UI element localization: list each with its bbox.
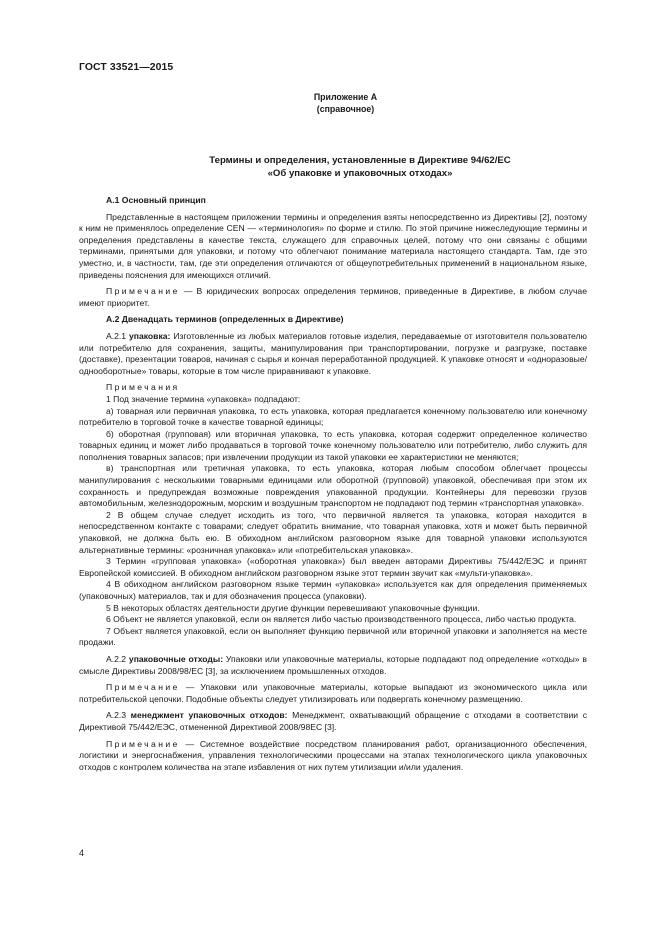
note-item: в) транспортная или третичная упаковка, то есть упаковка, которая любым способом облегчает процессы манипулирования с несколькими товарными единицами или оборотной (групповой) упаковкой, обеспечивая при этом их сохранность и предупреждая возможные повреждения упакованной продукции. Контейнеры для перевозки грузов автомобильным, железнодорожным, морским и воздушным транспортом не подпадают под термин «транспортная упаковка». [79,463,587,509]
note-item: 2 В общем случае следует исходить из того, что первичной является та упаковка, которая находится в непосредственном контакте с товарами; следует обратить внимание, что товарная упаковка, хотя и может быть первичной упаковкой, не должна быть ею. В обиходном английском разговорном языке для товарной упаковки используются альтернативные термины: «розничная упаковка» или «потребительская упаковка». [79,509,587,555]
term-a21 [79,331,587,377]
term-a23 [79,710,587,733]
note-item: б) оборотная (групповая) или вторичная упаковка, то есть упаковка, которая содержит определенное количество товарных единиц и может либо продаваться в торговой точке конечному пользователю или потребителю, либо служить для пополнения товарных запасов; при извлечении продукции из такой упаковки ее характеристики не меняются; [79,428,587,462]
term-number: А.2.3 [106,710,131,721]
note-text: — Системное воздействие посредством планирования работ, организационного обеспечения, логистики и энергоснабжения, управления технологическими процессами на этапах технологического цикла упаковочных отходов с контролем количества на этапе избавления от них путем утилизации и/или удаления. [79,738,587,772]
note-item: 1 Под значение термина «упаковка» подпадают: [106,393,301,404]
title-line-1: Термины и определения, установленные в Директиве 94/62/ЕС [209,155,511,166]
annex-title: Приложение А [313,92,378,102]
annex-heading [0,92,661,115]
note-item: 6 Объект не является упаковкой, если он является либо частью производственного процесса, либо частью продукта. [106,614,577,625]
document-body [79,195,587,773]
section-a2-heading: А.2 Двенадцать терминов (определенных в Директиве) [106,314,344,325]
page-number: 4 [79,848,85,858]
term-name: менеджмент упаковочных отходов: [130,710,288,721]
section-a1-paragraph: Представленные в настоящем приложении термины и определения взяты непосредственно из Директивы [2], поэтому к ним не применялось определение CEN — «терминология» по форме и стилю. По этой причине нижеследующие термины и определения представлены в качестве текста, служащего для справочных целей, потому что они связаны с общими терминами, принятыми для упаковки, и потому что облегчают понимание материала настоящего стандарта. Там, где это уместно, и, в частности, там, где эти определения отличаются от общеупотребительных применений в национальном языке, приведены пояснения для имеющихся отличий. [79,211,587,280]
note-item: 7 Объект является упаковкой, если он выполняет функцию первичной или вторичной упаковки и заполняется на месте продажи. [79,625,587,648]
note-text: — Упаковки или упаковочные материалы, которые выпадают из экономического цикла или потребительской цепочки. Подобные объекты следует утилизировать или подвергать конечному размещению. [79,682,587,704]
document-title [60,155,660,180]
term-a23-note [79,739,587,774]
note-label: Примечание [106,682,180,693]
note-item: а) товарная или первичная упаковка, то есть упаковка, которая предлагается конечному пользователю или конечному потребителю в торговой точке в качестве товарной единицы; [79,405,587,428]
note-item: 4 В обиходном английском разговорном языке термин «упаковка» используется как для определения применяемых (упаковочных) материалов, так и для обозначения процесса (упаковки). [79,579,587,601]
term-number: А.2.2 [106,653,129,664]
note-label: Примечание [106,738,180,749]
note-label: Примечание [106,286,180,297]
note-item: 5 В некоторых областях деятельности другие функции перевешивают упаковочные функции. [106,602,480,613]
annex-type: (справочное) [316,103,375,114]
term-definition: Упаковки или упаковочные материалы, которые подпадают под определение «отходы» в смысле Директивы 2008/98/ЕС [3], за исключением промышленных отходов. [79,653,587,676]
note-item: 3 Термин «групповая упаковка» («оборотная упаковка») был введен авторами Директивы 75/442/ЕЭС и принят Европейской комиссией. В обиходном английском разговорном языке этот термин звучит как «мульти-упаковка». [79,556,587,578]
term-definition: Изготовленные из любых материалов готовые изделия, передаваемые от изготовителя пользователю или потребителю для сохранения, защиты, манипулирования при транспортировании, погрузке и разгрузке, поставке (доставке), презентации товаров, начиная с сырья и кончая переработанной продукцией. К упаковке относят и «одноразовые/однооборотные» товары, которые в том числе приравнивают к упаковке. [79,330,587,376]
term-a22-note [79,682,587,705]
standard-number: ГОСТ 33521—2015 [79,62,174,73]
term-a22 [79,654,587,677]
term-name: упаковка: [128,330,171,341]
term-definition: Менеджмент, охватывающий обращение с отходами в соответствии с Директивой 75/442/ЕЭС, отмененной Директивой 2008/98ЕС [3]. [79,710,587,732]
term-name: упаковочные отходы: [128,653,224,664]
section-a1-heading: А.1 Основный принцип [106,195,206,205]
term-number: А.2.1 [106,330,129,341]
note-text: — В юридических вопросах определения терминов, приведенные в Директиве, в любом случае имеют приоритет. [79,286,587,308]
notes-label: Примечания [106,382,180,393]
section-a1-note [79,286,587,309]
title-line-2: «Об упаковке и упаковочных отходах» [267,167,453,179]
